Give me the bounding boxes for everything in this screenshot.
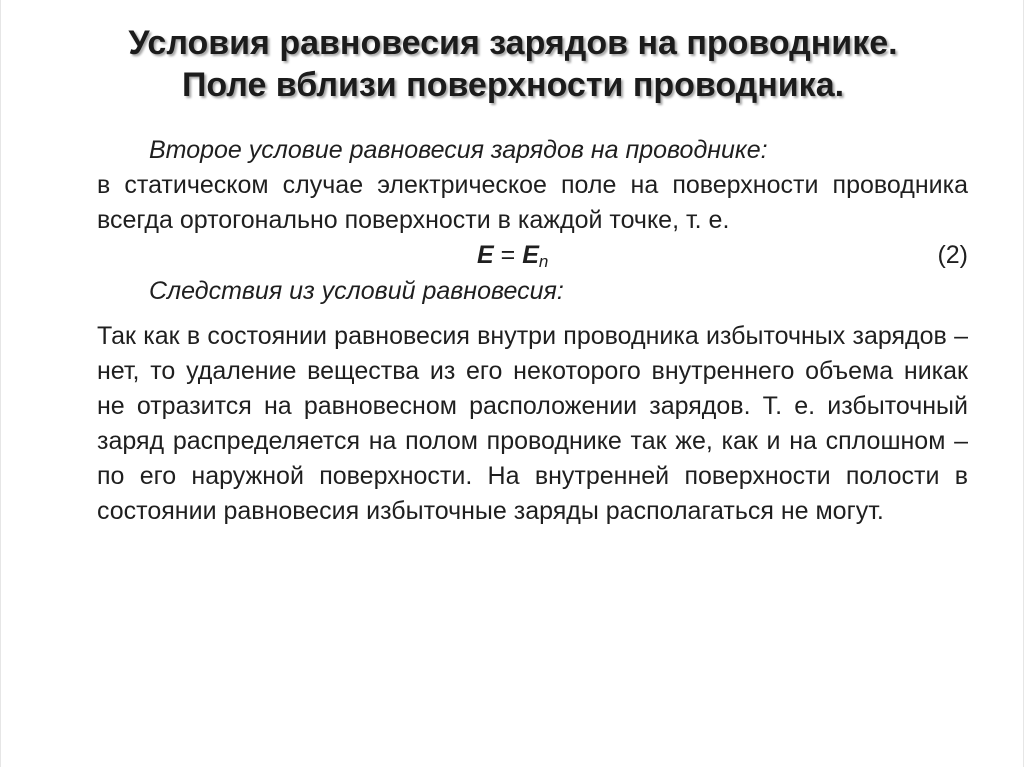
formula-row	[97, 238, 968, 274]
formula	[477, 238, 548, 279]
equation-number: (2)	[937, 241, 968, 269]
title-line-1: Условия равновесия зарядов на проводнике.	[128, 24, 898, 62]
paragraph-consequences: Так как в состоянии равновесия внутри проводника избыточных зарядов – нет, то удаление вещества из его некоторого внутреннего объема никак не отразится на равновесном расположении зарядов. Т. е. избыточный заряд распределяется на полом проводнике так же, как и на сплошном – по его наружной поверхности. На внутренней поверхности полости в состоянии равновесия избыточные заряды располагаться не могут.	[97, 322, 968, 525]
formula-rhs: E	[522, 241, 539, 269]
slide-title	[1, 22, 1024, 106]
formula-lhs: E	[477, 241, 494, 269]
subheading-consequences: Следствия из условий равновесия:	[149, 277, 564, 305]
formula-equals: =	[493, 241, 523, 269]
title-line-2: Поле вблизи поверхности проводника.	[181, 66, 845, 104]
subheading-second-condition: Второе условие равновесия зарядов на проводнике:	[149, 136, 768, 164]
formula-subscript: n	[538, 252, 549, 271]
slide-body	[97, 133, 968, 529]
paragraph-condition: в статическом случае электрическое поле на поверхности проводника всегда ортогонально поверхности в каждой точке, т. е.	[97, 171, 968, 234]
